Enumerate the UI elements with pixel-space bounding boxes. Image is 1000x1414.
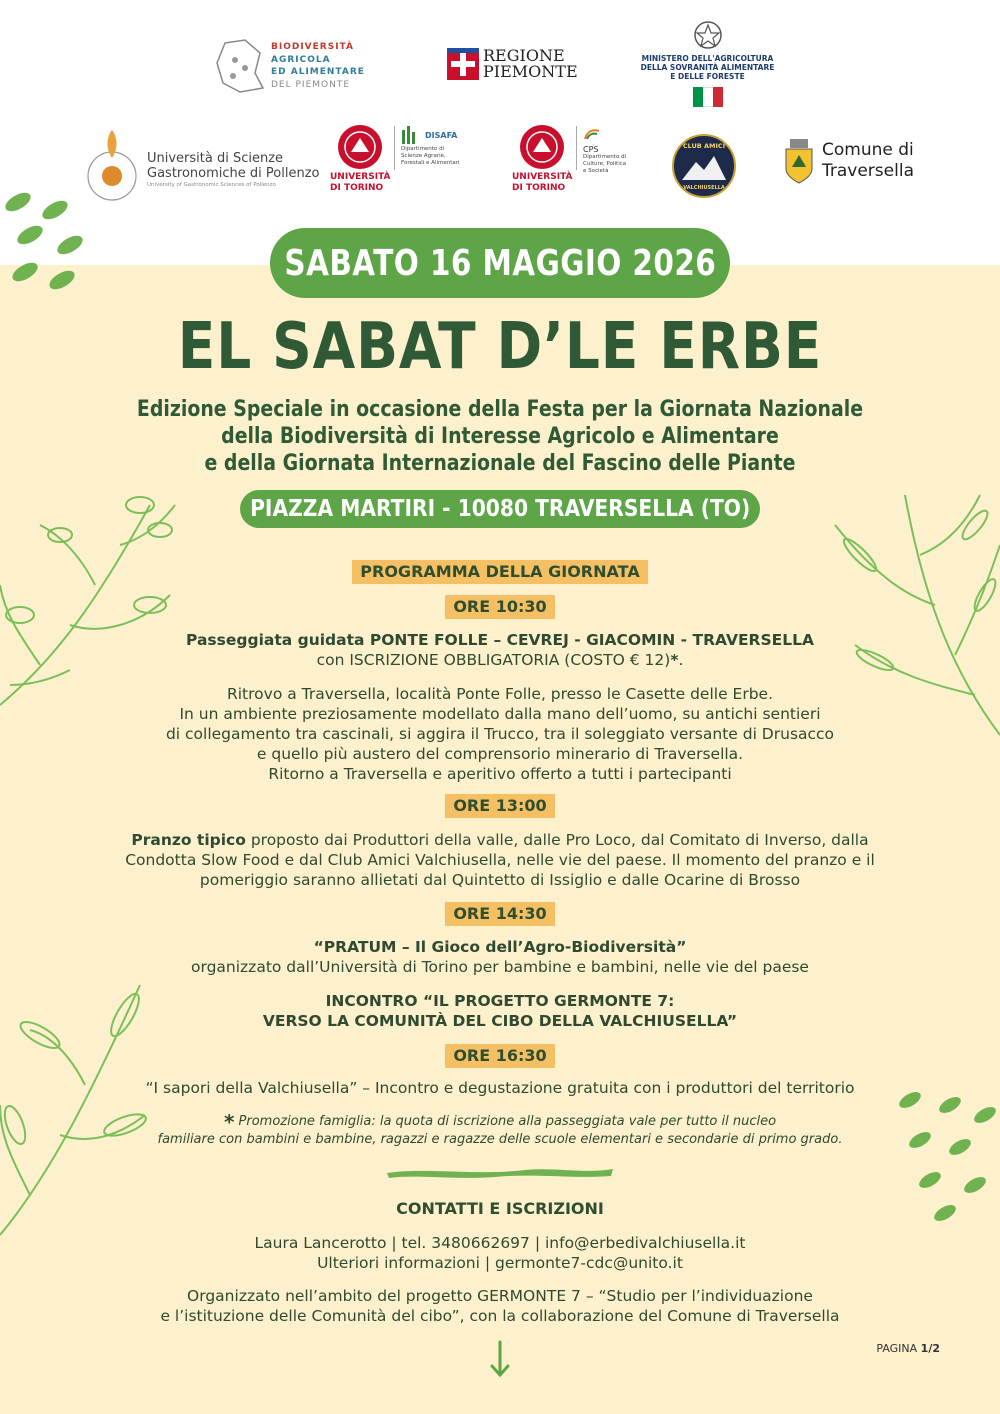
contacts-heading: CONTATTI E ISCRIZIONI bbox=[396, 1199, 604, 1218]
slot2-time-row bbox=[0, 794, 1000, 818]
slot3-time: ORE 14:30 bbox=[445, 902, 554, 926]
organization-block bbox=[0, 1286, 1000, 1326]
contacts-line2[interactable]: Ulteriori informazioni | germonte7-cdc@unito.it bbox=[317, 1254, 683, 1272]
subtitle-line1: Edizione Speciale in occasione della Festa per la Giornata Nazionale bbox=[136, 397, 864, 422]
note-asterisk: * bbox=[223, 1110, 235, 1134]
family-promo-note bbox=[0, 1110, 1000, 1148]
unito-seal-icon bbox=[337, 124, 383, 170]
slot4-description: “I sapori della Valchiusella” – Incontro e degustazione gratuita con i produttori del territorio bbox=[145, 1079, 855, 1097]
coat-of-arms-icon bbox=[782, 137, 816, 185]
regione-flag-icon bbox=[447, 48, 479, 80]
event-place: PIAZZA MARTIRI - 10080 TRAVERSELLA (TO) bbox=[249, 496, 751, 522]
disafa-name: DISAFA bbox=[425, 130, 458, 140]
event-date-banner bbox=[270, 228, 730, 298]
logo-ministero bbox=[635, 20, 780, 110]
slot1-time-row bbox=[0, 595, 1000, 619]
incontro-line2: VERSO LA COMUNITÀ DEL CIBO DELLA VALCHIUSELLA” bbox=[262, 1012, 738, 1030]
disafa-desc1: Dipartimento di bbox=[401, 146, 445, 152]
logo-bio-line4: DEL PIEMONTE bbox=[271, 79, 351, 90]
slot1-title bbox=[0, 630, 1000, 670]
regione-line2: PIEMONTE bbox=[483, 62, 578, 81]
brush-divider bbox=[385, 1164, 615, 1180]
slot1-title-line2 bbox=[0, 650, 1000, 670]
subtitle-line3: e della Giornata Internazionale del Fascino delle Piante bbox=[204, 451, 796, 476]
unisg-line1: Università di Scienze bbox=[147, 150, 284, 166]
slot1-desc-line1: Ritrovo a Traversella, località Ponte Folle, presso le Casette delle Erbe. bbox=[226, 685, 774, 703]
slot1-asterisk: * bbox=[670, 651, 679, 669]
logo-unisg-pollenzo bbox=[85, 128, 319, 212]
cps-desc3: e Società bbox=[583, 168, 609, 174]
slot1-desc-line4: e quello più austero del comprensorio minerario di Traversella. bbox=[256, 745, 744, 763]
club-bottom: VALCHIUSELLA bbox=[683, 185, 725, 191]
disafa-icon bbox=[401, 126, 421, 144]
slot4-time-row bbox=[0, 1044, 1000, 1068]
unito2-line1: UNIVERSITÀ bbox=[512, 172, 573, 182]
page-num: 1/2 bbox=[920, 1342, 940, 1355]
comune-line2: Traversella bbox=[822, 161, 914, 181]
event-place-banner bbox=[240, 490, 760, 528]
incontro-line1: INCONTRO “IL PROGETTO GERMONTE 7: bbox=[325, 992, 675, 1010]
cps-icon bbox=[583, 127, 601, 141]
arrow-down-icon bbox=[489, 1340, 511, 1378]
org-line1: Organizzato nell’ambito del progetto GERMONTE 7 – “Studio per l’individuazione bbox=[187, 1287, 813, 1305]
event-date: SABATO 16 MAGGIO 2026 bbox=[284, 242, 716, 284]
ministero-line1: MINISTERO DELL'AGRICOLTURA bbox=[641, 54, 774, 63]
disafa-desc2: Scienze Agrarie, bbox=[401, 153, 446, 159]
slot4-time: ORE 16:30 bbox=[445, 1044, 554, 1068]
contacts-line1[interactable]: Laura Lancerotto | tel. 3480662697 | info@erbedivalchiusella.it bbox=[254, 1234, 746, 1252]
event-title: EL SABAT D’LE ERBE bbox=[177, 310, 823, 384]
emblem-italia-icon bbox=[691, 20, 725, 50]
slot2-bold: Pranzo tipico bbox=[131, 831, 246, 849]
slot2-line1-rest: proposto dai Produttori della valle, dalle Pro Loco, dal Comitato di Inverso, dalla bbox=[245, 831, 869, 849]
logo-bio-line3: ED ALIMENTARE bbox=[271, 67, 365, 77]
logo-club-amici-valchiusella bbox=[672, 134, 736, 198]
slot2-line1 bbox=[0, 830, 1000, 850]
logo-unito-cps bbox=[512, 124, 626, 196]
cps-name: CPS bbox=[583, 145, 599, 154]
logo-bio-line2: AGRICOLA bbox=[271, 54, 331, 65]
disafa-desc3: Forestali e Alimentari bbox=[401, 160, 460, 166]
slot1-desc-line2: In un ambiente preziosamente modellato dalla mano dell’uomo, su antichi sentieri bbox=[179, 705, 821, 723]
unisg-line2: Gastronomiche di Pollenzo bbox=[147, 165, 320, 181]
page-label: PAGINA bbox=[876, 1342, 921, 1355]
slot2-line2: Condotta Slow Food e dal Club Amici Valchiusella, nelle vie del paese. Il momento del pranzo e il bbox=[125, 851, 875, 869]
slot3-pratum bbox=[0, 937, 1000, 977]
slot1-title-bold: Passeggiata guidata PONTE FOLLE – CEVREJ - GIACOMIN - TRAVERSELLA bbox=[186, 631, 814, 649]
slot1-desc-line5: Ritorno a Traversella e aperitivo offerto a tutti i partecipanti bbox=[268, 765, 732, 783]
pratum-title: “PRATUM – Il Gioco dell’Agro-Biodiversità” bbox=[313, 938, 687, 956]
unisg-seal-icon bbox=[85, 128, 139, 212]
slot2-line3: pomeriggio saranno allietati dal Quintetto di Issiglio e dalle Ocarine di Brosso bbox=[199, 871, 801, 889]
logo-regione-piemonte bbox=[447, 47, 578, 81]
ministero-line2: DELLA SOVRANITÀ ALIMENTARE bbox=[640, 63, 775, 72]
logo-biodiversita-piemonte bbox=[215, 38, 375, 94]
slot2-description bbox=[0, 830, 1000, 890]
slot1-registration: con ISCRIZIONE OBBLIGATORIA (COSTO € 12) bbox=[316, 651, 671, 669]
slot1-desc-line3: di collegamento tra cascinali, si aggira il Trucco, tra il soleggiato versante di Drusacco bbox=[165, 725, 835, 743]
ministero-line3: E DELLE FORESTE bbox=[670, 72, 745, 81]
pratum-desc: organizzato dall’Università di Torino per bambine e bambini, nelle vie del paese bbox=[191, 958, 809, 976]
regione-line1: REGIONE bbox=[483, 46, 565, 65]
program-heading-row bbox=[0, 560, 1000, 584]
slot2-time: ORE 13:00 bbox=[445, 794, 554, 818]
cps-desc1: Dipartimento di bbox=[583, 154, 627, 160]
unito-seal-icon bbox=[519, 124, 565, 170]
comune-line1: Comune di bbox=[822, 140, 914, 160]
note-line1 bbox=[0, 1110, 1000, 1134]
note-line2: familiare con bambini e bambine, ragazzi e ragazze delle scuole elementari e secondarie di primo grado. bbox=[157, 1132, 843, 1147]
club-top: CLUB AMICI bbox=[682, 142, 726, 150]
event-subtitle bbox=[0, 396, 1000, 477]
logo-bio-line1: BIODIVERSITÀ bbox=[271, 42, 354, 52]
slot3-time-row bbox=[0, 902, 1000, 926]
unisg-line3: University of Gastronomic Sciences of Pollenzo bbox=[147, 181, 276, 188]
piemonte-map-icon bbox=[215, 38, 265, 94]
cps-desc2: Culture, Politica bbox=[583, 161, 627, 167]
logo-comune-traversella bbox=[782, 135, 914, 187]
slot1-description bbox=[0, 684, 1000, 784]
unito2-line2: DI TORINO bbox=[512, 183, 566, 193]
page-number bbox=[850, 1342, 940, 1355]
slot3-incontro bbox=[0, 991, 1000, 1031]
unito1-line1: UNIVERSITÀ bbox=[330, 172, 391, 182]
org-line2: e l’istituzione delle Comunità del cibo”, con la collaborazione del Comune di Traversella bbox=[160, 1307, 840, 1325]
contacts-block bbox=[0, 1233, 1000, 1273]
slot1-time: ORE 10:30 bbox=[445, 595, 554, 619]
subtitle-line2: della Biodiversità di Interesse Agricolo e Alimentare bbox=[221, 424, 779, 449]
note-line1-text: Promozione famiglia: la quota di iscrizione alla passeggiata vale per tutto il nucleo bbox=[238, 1114, 777, 1129]
slot1-period: . bbox=[678, 651, 684, 669]
logo-unito-disafa bbox=[330, 124, 460, 196]
italian-flag-icon bbox=[693, 87, 723, 107]
unito1-line2: DI TORINO bbox=[330, 183, 384, 193]
program-heading: PROGRAMMA DELLA GIORNATA bbox=[352, 560, 647, 584]
